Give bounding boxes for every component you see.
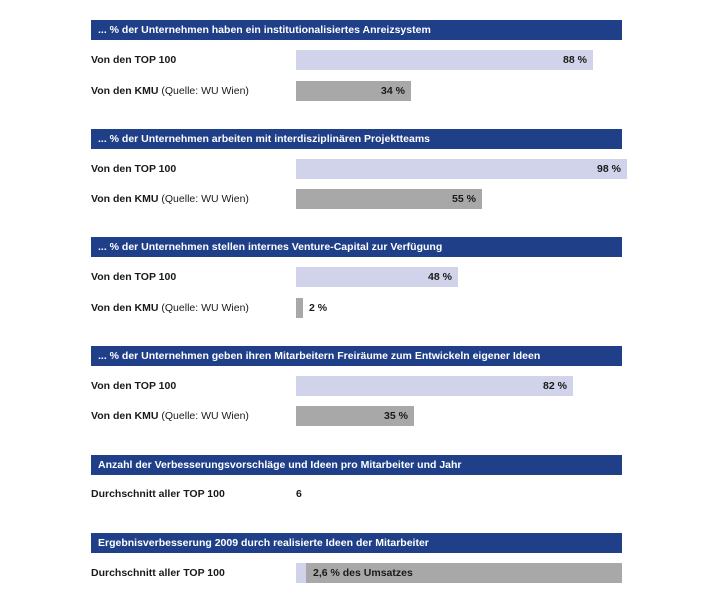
section-1-top-value: 88 %: [563, 54, 587, 66]
section-3-kmu-label: Von den KMU (Quelle: WU Wien): [91, 302, 249, 314]
section-3-kmu-value: 2 %: [309, 302, 328, 314]
result-value: 2,6 % des Umsatzes: [313, 567, 413, 579]
section-2-top-value: 98 %: [597, 163, 621, 175]
section-2-top-label: Von den TOP 100: [91, 163, 177, 175]
section-3-top-label: Von den TOP 100: [91, 271, 177, 283]
ideas-title: Anzahl der Verbesserungsvorschläge und Ideen pro Mitarbeiter und Jahr: [91, 455, 622, 475]
ideas-value: 6: [296, 488, 302, 500]
section-2-title: ... % der Unternehmen arbeiten mit interdisziplinären Projektteams: [91, 129, 622, 149]
section-1-top-label: Von den TOP 100: [91, 54, 177, 66]
section-2-kmu-label: Von den KMU (Quelle: WU Wien): [91, 193, 249, 205]
section-3-top-value: 48 %: [428, 271, 452, 283]
section-1-kmu-value: 34 %: [381, 85, 405, 97]
section-3-kmu-bar: [296, 298, 303, 318]
result-average-label: Durchschnitt aller TOP 100: [91, 567, 225, 579]
section-4-kmu-value: 35 %: [384, 410, 408, 422]
section-2-kmu-value: 55 %: [452, 193, 476, 205]
section-1-title: ... % der Unternehmen haben ein institutionalisiertes Anreizsystem: [91, 20, 622, 40]
section-4-top-bar: [296, 376, 573, 396]
section-1-top-bar: [296, 50, 593, 70]
result-title: Ergebnisverbesserung 2009 durch realisierte Ideen der Mitarbeiter: [91, 533, 622, 553]
section-4-top-label: Von den TOP 100: [91, 380, 177, 392]
section-3-title: ... % der Unternehmen stellen internes Venture-Capital zur Verfügung: [91, 237, 622, 257]
section-4-title: ... % der Unternehmen geben ihren Mitarbeitern Freiräume zum Entwickeln eigener Ideen: [91, 346, 622, 366]
result-bar-accent: [296, 563, 306, 583]
result-bar: [296, 563, 622, 583]
section-4-kmu-label: Von den KMU (Quelle: WU Wien): [91, 410, 249, 422]
section-4-top-value: 82 %: [543, 380, 567, 392]
ideas-average-label: Durchschnitt aller TOP 100: [91, 488, 225, 500]
section-1-kmu-label: Von den KMU (Quelle: WU Wien): [91, 85, 249, 97]
section-2-top-bar: [296, 159, 627, 179]
